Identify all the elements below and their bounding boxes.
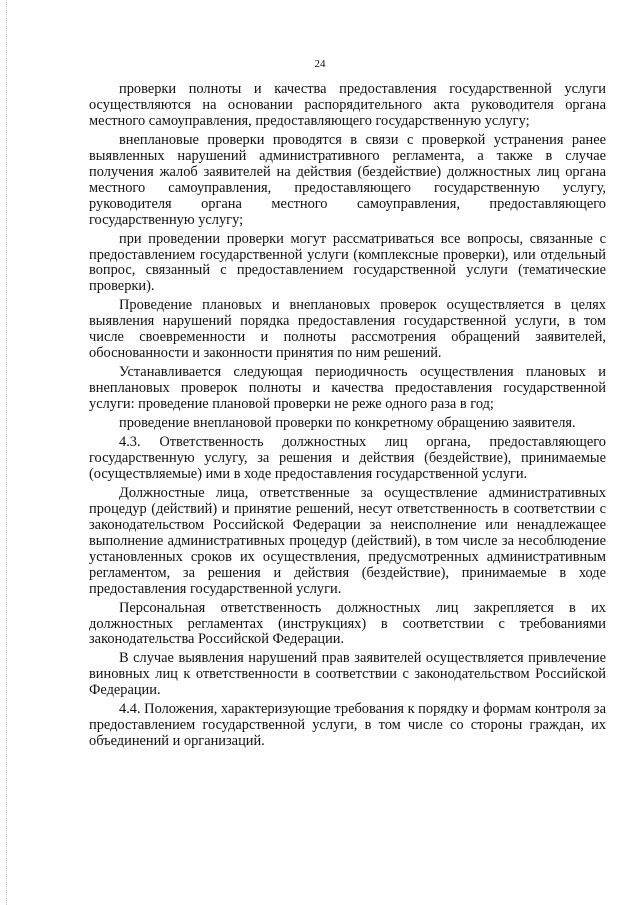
paragraph-checks-periodicity: Устанавливается следующая периодичность осуществления плановых и внеплановых проверок полноты и качества предоставления государственной услуги: проведение плановой проверки не реже одного раза в год; bbox=[89, 364, 606, 413]
section-4-4-heading: 4.4. Положения, характеризующие требования к порядку и формам контроля за предоставлением государственной услуги, в том числе со стороны граждан, их объединений и организаций. bbox=[89, 701, 606, 750]
document-body bbox=[89, 82, 606, 753]
paragraph-violations: В случае выявления нарушений прав заявителей осуществляется привлечение виновных лиц к ответственности в соответствии с законодательством Российской Федерации. bbox=[89, 650, 606, 699]
section-4-3-heading: 4.3. Ответственность должностных лиц органа, предоставляющего государственную услугу, за решения и действия (бездействие), принимаемые (осуществляемые) ими в ходе предоставления государственной услуги. bbox=[89, 434, 606, 482]
paragraph-officials-responsibility: Должностные лица, ответственные за осуществление административных процедур (действий) и принятие решений, несут ответственность в соответствии с законодательством Российской Федерации за неисполнение или ненадлежащее выполнение административных процедур (действий), в том числе за несоблюдение установленных сроков их осуществления, предусмотренных административным регламентом, за решения и действия (бездействие), принимаемые в ходе предоставления государственной услуги. bbox=[89, 484, 606, 597]
paragraph-personal-responsibility: Персональная ответственность должностных лиц закрепляется в их должностных регламентах (инструкциях) в соответствии с требованиями законодательства Российской Федерации. bbox=[89, 599, 606, 648]
paragraph-checks-purpose: Проведение плановых и внеплановых проверок осуществляется в целях выявления нарушений порядка предоставления государственной услуги, в том числе своевременности и полноты рассмотрения обращений заявителей, обоснованности и законности принятия по ним решений. bbox=[89, 297, 606, 362]
paragraph-unscheduled-checks: внеплановые проверки проводятся в связи с проверкой устранения ранее выявленных нарушений административного регламента, а также в случае получения жалоб заявителей на действия (бездействие) должностных лиц органа местного самоуправления, предоставляющего государственную услугу, руководителя органа местного самоуправления, предоставляющего государственную услугу; bbox=[89, 131, 606, 228]
paragraph-check-scope: при проведении проверки могут рассматриваться все вопросы, связанные с предоставлением государственной услуги (комплексные проверки), или отдельный вопрос, связанный с предоставлением государственной услуги (тематические проверки). bbox=[89, 230, 606, 295]
paragraph-scheduled-checks-basis: проверки полноты и качества предоставления государственной услуги осуществляются на основании распорядительного акта руководителя органа местного самоуправления, предоставляющего государственную услугу; bbox=[89, 81, 606, 129]
scan-edge-dotted-line bbox=[6, 0, 8, 905]
paragraph-unscheduled-on-request: проведение внеплановой проверки по конкретному обращению заявителя. bbox=[119, 415, 576, 432]
page-number: 24 bbox=[314, 58, 326, 70]
